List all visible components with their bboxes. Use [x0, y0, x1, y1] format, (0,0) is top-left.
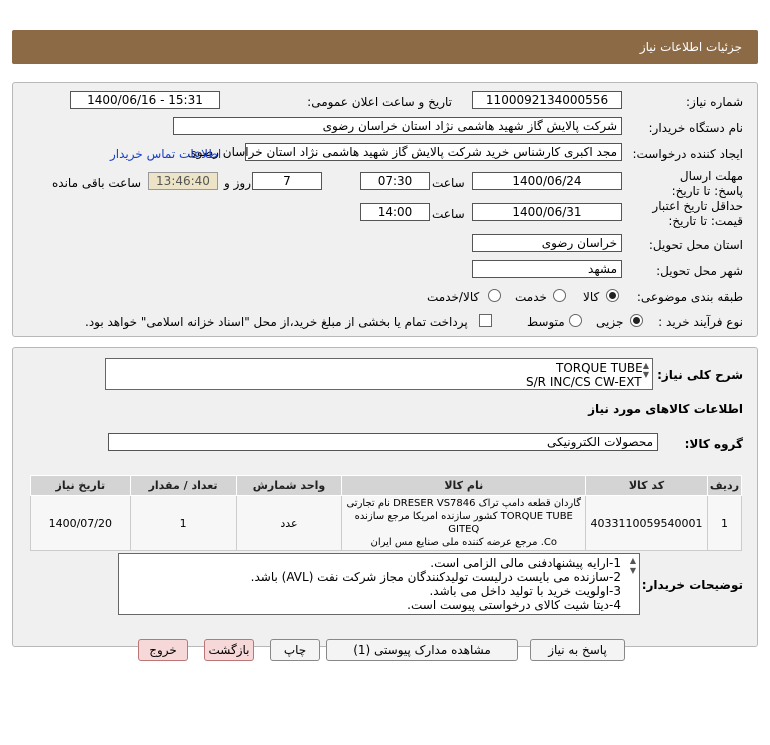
cell-name-line3: Co. مرجع عرضه کننده ملی صنایع مس ایران: [370, 537, 558, 548]
col-code: کد کالا: [586, 476, 708, 496]
need-number-field: 1100092134000556: [472, 91, 622, 109]
page-title: جزئیات اطلاعات نیاز: [639, 40, 742, 54]
need-summary-line2: S/R INC/CS CW-EXT: [526, 375, 642, 389]
buyer-org-field: شرکت پالایش گاز شهید هاشمی نژاد استان خراسان رضوی: [173, 117, 622, 135]
category-radio-service[interactable]: [553, 289, 566, 302]
cell-code: 4033110059540001: [586, 496, 708, 551]
cell-name-line1: گاردان قطعه دامپ تراک DRESER VS7846 نام تجارتی: [346, 498, 582, 509]
category-option-goods: کالا: [583, 290, 600, 304]
remaining-time-field: 13:46:40: [148, 172, 218, 190]
category-radio-goods[interactable]: [606, 289, 619, 302]
creator-label: ایجاد کننده درخواست:: [632, 147, 743, 161]
announce-field: 1400/06/16 - 15:31: [70, 91, 220, 109]
province-label: استان محل تحویل:: [648, 238, 743, 252]
note-line-3: 3-اولویت خرید با تولید داخل می باشد.: [429, 584, 621, 598]
print-button[interactable]: چاپ: [270, 639, 320, 661]
announce-label: تاریخ و ساعت اعلان عمومی:: [307, 95, 452, 109]
remaining-label: ساعت باقی مانده: [52, 176, 142, 190]
cell-index: 1: [707, 496, 741, 551]
col-date: تاریخ نیاز: [31, 476, 131, 496]
validity-time-label: ساعت: [432, 207, 465, 221]
process-label: نوع فرآیند خرید :: [658, 315, 743, 329]
cell-date: 1400/07/20: [31, 496, 131, 551]
city-label: شهر محل تحویل:: [656, 264, 743, 278]
category-radio-both[interactable]: [488, 289, 501, 302]
cell-unit: عدد: [236, 496, 342, 551]
deadline-date-field: 1400/06/24: [472, 172, 622, 190]
validity-label: حداقل تاریخ اعتبار قیمت: تا تاریخ:: [652, 199, 743, 228]
validity-time-field: 14:00: [360, 203, 430, 221]
cell-qty: 1: [130, 496, 236, 551]
category-option-both: کالا/خدمت: [427, 290, 480, 304]
category-label: طبقه بندی موضوعی:: [636, 290, 743, 304]
buyer-notes-label: توضیحات خریدار:: [641, 578, 743, 592]
buyer-contact-link[interactable]: اطلاعات تماس خریدار: [110, 147, 222, 161]
deadline-time-field: 07:30: [360, 172, 430, 190]
col-index: ردیف: [707, 476, 741, 496]
process-radio-partial[interactable]: [630, 314, 643, 327]
col-unit: واحد شمارش: [236, 476, 342, 496]
deadline-label: مهلت ارسال پاسخ: تا تاریخ:: [671, 169, 743, 198]
cell-name-line2: TORQUE TUBE کشور سازنده امریکا مرجع سازنده GITEQ: [354, 511, 573, 535]
goods-group-field: محصولات الکترونیکی: [108, 433, 658, 451]
notes-scroll-icon[interactable]: ▲ ▼: [629, 556, 636, 575]
goods-group-label: گروه کالا:: [684, 437, 743, 451]
process-option-partial: جزیی: [596, 315, 624, 329]
cell-name: [342, 496, 586, 551]
creator-field: مجد اکبری کارشناس خرید شرکت پالایش گاز شهید هاشمی نژاد استان خراسان رضوی: [245, 143, 622, 161]
col-name: نام کالا: [342, 476, 586, 496]
need-summary-field: [105, 358, 653, 390]
back-button[interactable]: بازگشت: [204, 639, 254, 661]
scroll-arrows-icon[interactable]: ▲ ▼: [642, 361, 649, 379]
table-row[interactable]: [31, 496, 742, 551]
province-field: خراسان رضوی: [472, 234, 622, 252]
category-option-service: خدمت: [515, 290, 547, 304]
col-qty: تعداد / مقدار: [130, 476, 236, 496]
need-summary-line1: TORQUE TUBE: [556, 361, 643, 375]
exit-button[interactable]: خروج: [138, 639, 188, 661]
payment-note: پرداخت تمام یا بخشی از مبلغ خرید،از محل "اسناد خزانه اسلامی" خواهد بود.: [85, 315, 468, 329]
city-field: مشهد: [472, 260, 622, 278]
buyer-notes-field: [118, 553, 640, 615]
days-field: 7: [252, 172, 322, 190]
process-radio-medium[interactable]: [569, 314, 582, 327]
reply-button[interactable]: پاسخ به نیاز: [530, 639, 625, 661]
deadline-time-label: ساعت: [432, 176, 465, 190]
note-line-1: 1-ارایه پیشنهادفنی مالی الزامی است.: [430, 556, 621, 570]
buyer-org-label: نام دستگاه خریدار:: [648, 121, 743, 135]
page-header: [12, 30, 758, 64]
validity-date-field: 1400/06/31: [472, 203, 622, 221]
note-line-4: 4-دیتا شیت کالای درخواستی پیوست است.: [407, 598, 621, 612]
goods-table: [30, 475, 742, 551]
goods-info-title: اطلاعات کالاهای مورد نیاز: [588, 402, 743, 416]
days-label: روز و: [224, 176, 251, 190]
treasury-checkbox[interactable]: [479, 314, 492, 327]
note-line-2: 2-سازنده می بایست درلیست تولیدکنندگان مجاز شرکت نفت (AVL) باشد.: [250, 570, 621, 584]
need-number-label: شماره نیاز:: [686, 95, 743, 109]
process-option-medium: متوسط: [527, 315, 565, 329]
attachments-button[interactable]: مشاهده مدارک پیوستی (1): [326, 639, 518, 661]
table-header-row: [31, 476, 742, 496]
need-summary-label: شرح کلی نیاز:: [657, 368, 743, 382]
